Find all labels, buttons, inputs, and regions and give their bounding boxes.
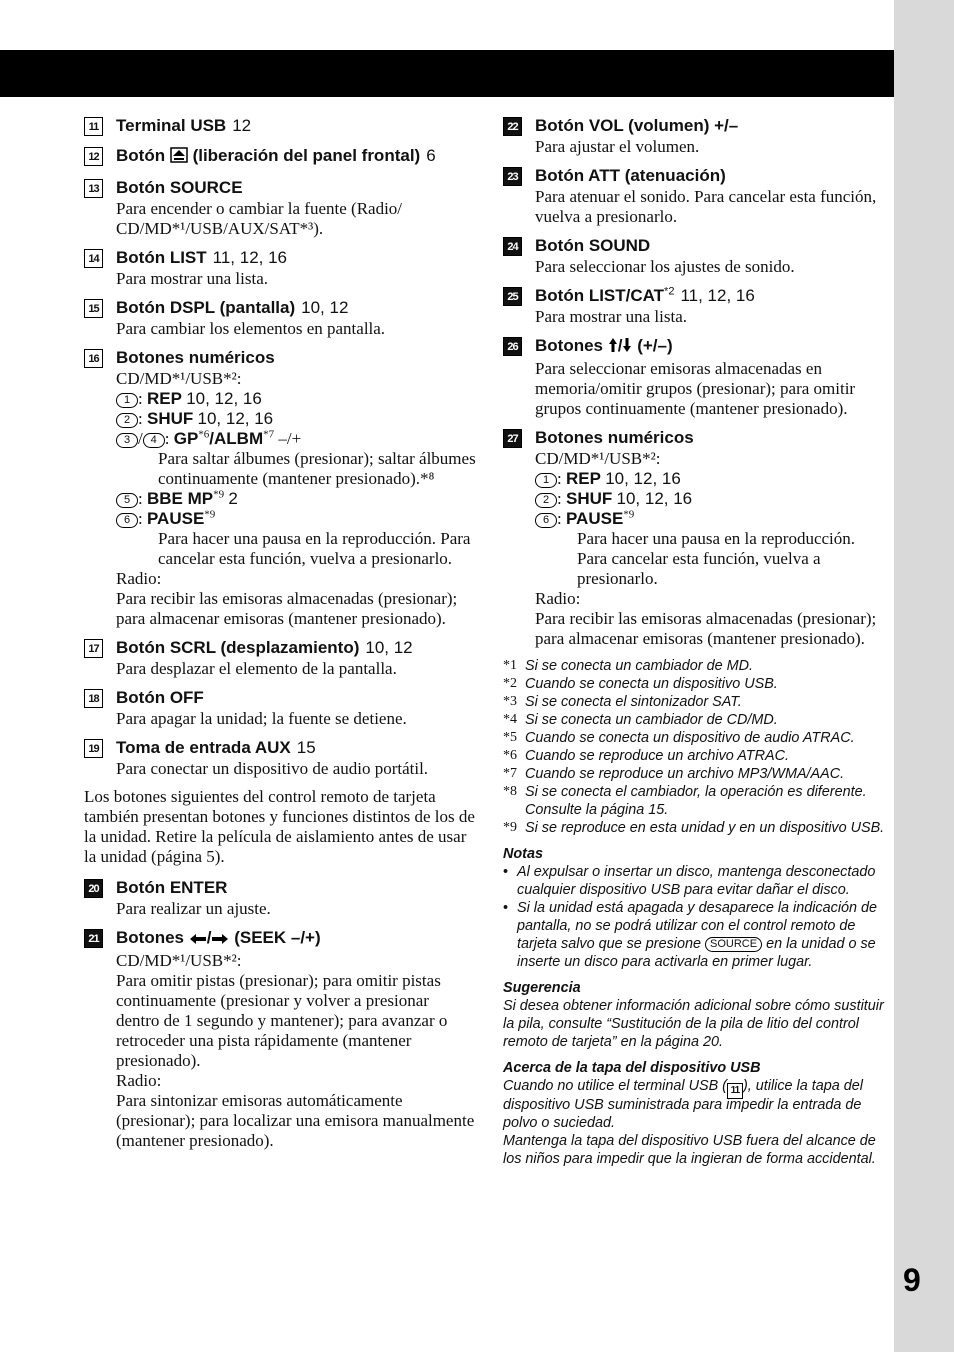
item-title: Botón SOUND <box>535 236 651 255</box>
source-key: SOURCE <box>705 937 762 952</box>
pause-label: PAUSE <box>146 509 205 528</box>
item-title: Botón SOURCE <box>116 178 243 197</box>
item-17 <box>84 637 476 679</box>
item-number: 20 <box>84 879 103 898</box>
item-body: Para ajustar el volumen. <box>535 137 700 156</box>
gp-label: GP <box>173 429 199 448</box>
key-6: 6 <box>535 513 557 528</box>
radio-label: Radio: <box>116 1071 162 1090</box>
item-body: Para atenuar el sonido. Para cancelar esta función, vuelva a presionarlo. <box>535 187 877 226</box>
item-title: Botón <box>116 146 166 165</box>
item-number-ref: 11 <box>727 1083 743 1099</box>
item-pages: 11, 12, 16 <box>680 286 755 305</box>
radio-body: Para recibir las emisoras almacenadas (presionar); para almacenar emisoras (mantener presionado). <box>116 589 458 628</box>
item-body: Para encender o cambiar la fuente (Radio/ CD/MD*¹/USB/AUX/SAT*³). <box>116 199 403 238</box>
bbe-sup: *9 <box>213 488 225 501</box>
source-label: CD/MD*¹/USB*²: <box>535 449 661 468</box>
item-number: 13 <box>84 179 103 198</box>
header-bar <box>0 50 894 97</box>
item-14 <box>84 247 476 289</box>
usb-cap-body: Cuando no utilice el terminal USB ( 11 ), utilice la tapa del dispositivo USB suministrada para impedir la entrada de polvo o suciedad. <box>503 1078 863 1131</box>
gp-tail: –/+ <box>278 429 302 448</box>
note-item: • Si la unidad está apagada y desaparece la indicación de pantalla, no se podrá utilizar con el control remoto de tarjeta salvo que se presione SOURCE en la unidad o se inserte un disco para activarla en primer lugar. <box>503 899 887 971</box>
radio-body: Para recibir las emisoras almacenadas (presionar); para almacenar emisoras (mantener presionado). <box>535 609 877 648</box>
bbe-page: 2 <box>228 489 238 508</box>
rep-label: REP <box>146 389 182 408</box>
item-number: 23 <box>503 167 522 186</box>
item-number: 18 <box>84 689 103 708</box>
item-title-cont: (+/–) <box>637 336 673 355</box>
item-title: Botones numéricos <box>535 428 694 447</box>
key-1: 1 <box>535 473 557 488</box>
item-number: 12 <box>84 147 103 166</box>
item-23 <box>503 165 887 227</box>
radio-label: Radio: <box>535 589 581 608</box>
tip-title: Sugerencia <box>503 980 581 996</box>
item-26: 26 Botones / (+/–) Para seleccionar emisoras almacenadas en memoria/omitir grupos (presionar); para omitir grupos continuamente (mantener presionado). <box>503 335 887 419</box>
eject-release-icon <box>170 147 188 169</box>
item-body: Para seleccionar emisoras almacenadas en memoria/omitir grupos (presionar); para omitir grupos continuamente (mantener presionado). <box>535 359 856 418</box>
title-sup: *2 <box>664 285 675 298</box>
item-pages: 11, 12, 16 <box>212 248 288 267</box>
gp-body: Para saltar álbumes (presionar); saltar álbumes continuamente (mantener presionado).*⁸ <box>158 449 476 488</box>
footnote: *9 Si se reproduce en esta unidad y en un dispositivo USB. <box>503 820 885 836</box>
key-5: 5 <box>116 493 138 508</box>
item-title: Botones <box>535 336 603 355</box>
shuf-pages: 10, 12, 16 <box>197 409 274 428</box>
radio-body: Para sintonizar emisoras automáticamente (presionar); para localizar una emisora manualmente (mantener presionado). <box>116 1091 475 1150</box>
item-body: Para cambiar los elementos en pantalla. <box>116 319 386 338</box>
item-19 <box>84 737 476 779</box>
item-13 <box>84 177 476 239</box>
arrow-down-icon <box>622 337 632 359</box>
gp-sup: *6 <box>198 428 210 441</box>
item-16: 16 Botones numéricos CD/MD*¹/USB*²: 1 : REP 10, 12, 16 2 : SHUF 10, 12, 16 3 / 4 : GP$^{*6}$/ALBM$^{*7}$ –/+ Para saltar álbumes (presionar); saltar álbumes continuamente (mantener presionado).*⁸ 5 : BBE MP$^{*9}$ 2 6 : PAUSE$^{*9}$ Para hacer una pausa en la reproducción. Para cancelar esta función, vuelva a presionarlo. Radio: Para recibir las emisoras almacenadas (presionar); para almacenar emisoras (mantener presionado). <box>84 347 476 629</box>
pause-body: Para hacer una pausa en la reproducción. Para cancelar esta función, vuelva a presionarlo. <box>577 529 856 588</box>
item-body: Para mostrar una lista. <box>535 307 688 326</box>
item-number: 25 <box>503 287 522 306</box>
item-title: Toma de entrada AUX <box>116 738 291 757</box>
item-body: Para desplazar el elemento de la pantalla. <box>116 659 397 678</box>
source-label: CD/MD*¹/USB*²: <box>116 369 242 388</box>
item-body: Para mostrar una lista. <box>116 269 269 288</box>
footnote: *4 Si se conecta un cambiador de CD/MD. <box>503 712 778 728</box>
item-25 <box>503 285 887 327</box>
item-number: 26 <box>503 337 522 356</box>
item-21: 21 Botones / (SEEK –/+) CD/MD*¹/USB*²: Para omitir pistas (presionar); para omitir pistas continuamente (presionar y volver a presionar dentro de 1 segundo y mantener); para avanzar o retroceder una pista rápidamente (mantener presionado). Radio: Para sintonizar emisoras automáticamente (presionar); para localizar una emisora manualmente (mantener presionado). <box>84 927 476 1151</box>
item-title: Botón LIST <box>116 248 207 267</box>
item-number: 11 <box>84 117 103 136</box>
item-number: 14 <box>84 249 103 268</box>
item-27: 27 Botones numéricos CD/MD*¹/USB*²: 1 : REP 10, 12, 16 2 : SHUF 10, 12, 16 6 : PAUSE$^{*9}$ Para hacer una pausa en la reproducción. Para cancelar esta función, vuelva a presionarlo. Radio: Para recibir las emisoras almacenadas (presionar); para almacenar emisoras (mantener presionado). <box>503 427 887 649</box>
item-number: 16 <box>84 349 103 368</box>
arrow-up-icon <box>608 337 618 359</box>
footnote: *1 Si se conecta un cambiador de MD. <box>503 658 753 674</box>
bbe-label: BBE MP <box>146 489 214 508</box>
item-pages: 12 <box>232 116 252 135</box>
item-number: 19 <box>84 739 103 758</box>
key-2: 2 <box>116 413 138 428</box>
item-pages: 10, 12 <box>301 298 349 317</box>
footnote: *2 Cuando se conecta un dispositivo USB. <box>503 676 778 692</box>
item-body: Para realizar un ajuste. <box>116 899 271 918</box>
tip-body: Si desea obtener información adicional sobre cómo sustituir la pila, consulte “Sustitución de la pila de litio del control remoto de tarjeta” en la página 20. <box>503 998 884 1050</box>
item-title: Botones numéricos <box>116 348 275 367</box>
item-body: Para conectar un dispositivo de audio portátil. <box>116 759 429 778</box>
item-body: Para apagar la unidad; la fuente se detiene. <box>116 709 407 728</box>
item-pages: 15 <box>296 738 316 757</box>
item-title: Botón SCRL (desplazamiento) <box>116 638 360 657</box>
footnote: *5 Cuando se conecta un dispositivo de audio ATRAC. <box>503 730 855 746</box>
key-4: 4 <box>143 433 165 448</box>
key-1: 1 <box>116 393 138 408</box>
item-title-cont: (liberación del panel frontal) <box>192 146 421 165</box>
item-body: Para seleccionar los ajustes de sonido. <box>535 257 795 276</box>
item-22 <box>503 115 887 157</box>
item-pages: 6 <box>426 146 436 165</box>
page-number: 9 <box>903 1262 921 1298</box>
item-title-cont: (SEEK –/+) <box>234 928 321 947</box>
item-number: 27 <box>503 429 522 448</box>
pause-sup: *9 <box>623 508 635 521</box>
item-title: Botón OFF <box>116 688 204 707</box>
left-column <box>84 115 476 1159</box>
shuf-label: SHUF <box>565 489 613 508</box>
key-6: 6 <box>116 513 138 528</box>
side-tab <box>894 0 954 1352</box>
item-24 <box>503 235 887 277</box>
item-12 <box>84 145 476 169</box>
item-title: Botón DSPL (pantalla) <box>116 298 296 317</box>
item-title: Botón LIST/CAT <box>535 286 665 305</box>
item-18 <box>84 687 476 729</box>
pause-body: Para hacer una pausa en la reproducción. Para cancelar esta función, vuelva a presionarlo. <box>158 529 471 568</box>
notes-title: Notas <box>503 846 543 862</box>
key-3: 3 <box>116 433 138 448</box>
footnotes <box>503 657 887 837</box>
arrow-right-icon <box>211 929 229 951</box>
item-title: Botón VOL (volumen) +/– <box>535 116 739 135</box>
pause-label: PAUSE <box>565 509 624 528</box>
item-body: Para omitir pistas (presionar); para omitir pistas continuamente (presionar y volver a presionar dentro de 1 segundo y mantener); para avanzar o retroceder una pista rápidamente (mantener presionado). <box>116 971 448 1070</box>
note-item: • Al expulsar o insertar un disco, mantenga desconectado cualquier dispositivo USB para evitar dañar el disco. <box>503 863 887 899</box>
pause-sup: *9 <box>204 508 216 521</box>
right-column <box>503 115 887 1168</box>
albm-sup: *7 <box>263 428 275 441</box>
rep-pages: 10, 12, 16 <box>605 469 681 488</box>
source-label: CD/MD*¹/USB*²: <box>116 951 242 970</box>
item-20 <box>84 877 476 919</box>
footnote: *3 Si se conecta el sintonizador SAT. <box>503 694 742 710</box>
radio-label: Radio: <box>116 569 162 588</box>
item-number: 17 <box>84 639 103 658</box>
item-number: 21 <box>84 929 103 948</box>
footnote: *6 Cuando se reproduce un archivo ATRAC. <box>503 748 789 764</box>
item-title: Botón ATT (atenuación) <box>535 166 726 185</box>
usb-cap-body-2: Mantenga la tapa del dispositivo USB fuera del alcance de los niños para impedir que la ingieran de forma accidental. <box>503 1133 876 1167</box>
item-pages: 10, 12 <box>365 638 413 657</box>
arrow-left-icon <box>189 929 207 951</box>
footnote: *7 Cuando se reproduce un archivo MP3/WMA/AAC. <box>503 766 845 782</box>
item-title: Botón ENTER <box>116 878 228 897</box>
albm-label: /ALBM <box>209 429 264 448</box>
usb-cap-title: Acerca de la tapa del dispositivo USB <box>503 1060 761 1076</box>
item-title: Botones <box>116 928 184 947</box>
item-number: 24 <box>503 237 522 256</box>
shuf-label: SHUF <box>146 409 194 428</box>
remote-paragraph: Los botones siguientes del control remoto de tarjeta también presentan botones y funciones distintos de los de la unidad. Retire la película de aislamiento antes de usar la unidad (página 5). <box>84 787 475 866</box>
rep-label: REP <box>565 469 601 488</box>
item-15 <box>84 297 476 339</box>
item-number: 15 <box>84 299 103 318</box>
item-11 <box>84 115 476 137</box>
item-number: 22 <box>503 117 522 136</box>
footnote: *8 Si se conecta el cambiador, la operación es diferente. Consulte la página 15. <box>503 784 867 818</box>
shuf-pages: 10, 12, 16 <box>616 489 693 508</box>
item-title: Terminal USB <box>116 116 227 135</box>
rep-pages: 10, 12, 16 <box>186 389 262 408</box>
key-2: 2 <box>535 493 557 508</box>
